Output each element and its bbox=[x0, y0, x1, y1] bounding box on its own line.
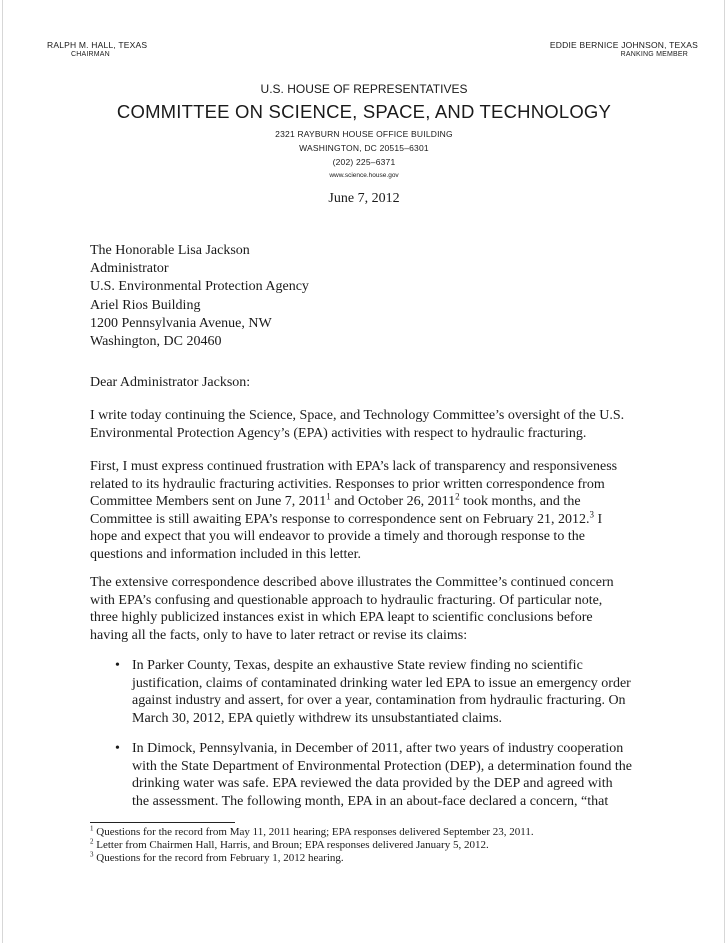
text-line: drinking water was safe. EPA reviewed the data provided by the DEP and agreed with bbox=[132, 776, 613, 792]
text-line: against industry and assert, for over a year, contamination from hydraulic fracturing. On bbox=[132, 693, 626, 709]
recipient-address bbox=[90, 242, 309, 351]
paragraph-intro bbox=[90, 407, 645, 442]
recipient-line: Washington, DC 20460 bbox=[90, 334, 222, 350]
paragraph-frustration bbox=[90, 458, 645, 564]
chairman-title: CHAIRMAN bbox=[71, 51, 110, 58]
ranking-member-title: RANKING MEMBER bbox=[620, 51, 688, 58]
text-line: with the State Department of Environmental Protection (DEP), a determination found the bbox=[132, 758, 632, 774]
text-line: having all the facts, only to have to later retract or revise its claims: bbox=[90, 627, 468, 643]
phone-number: (202) 225–6371 bbox=[332, 157, 396, 167]
paragraph-correspondence bbox=[90, 574, 645, 644]
bullet-text bbox=[132, 740, 644, 810]
text-line: hope and expect that you will endeavor to provide a timely and thorough response to the bbox=[90, 529, 585, 545]
text-line: justification, claims of contaminated drinking water led EPA to issue an emergency order bbox=[132, 675, 631, 691]
text-line: The extensive correspondence described above illustrates the Committee’s continued concern bbox=[90, 575, 614, 590]
text-line: In Dimock, Pennsylvania, in December of 2011, after two years of industry cooperation bbox=[132, 741, 624, 756]
text-line: I write today continuing the Science, Space, and Technology Committee’s oversight of the U.S. bbox=[90, 408, 625, 423]
footnote-divider bbox=[90, 822, 235, 823]
footnotes bbox=[90, 826, 534, 865]
text-line: Committee Members sent on June 7, 2011$^1$ and October 26, 2011$^2$ took months, and the bbox=[90, 491, 581, 510]
text-line: March 30, 2012, EPA quietly withdrew its unsubstantiated claims. bbox=[132, 710, 503, 726]
recipient-line: 1200 Pennsylvania Avenue, NW bbox=[90, 315, 272, 331]
bullet-icon: • bbox=[115, 658, 120, 673]
text-line: In Parker County, Texas, despite an exhaustive State review finding no scientific bbox=[132, 658, 583, 673]
text-line: related to its hydraulic fracturing activities. Responses to prior written correspondence from bbox=[90, 476, 605, 492]
footnote-ref-1: 1 bbox=[326, 491, 331, 502]
right-scan-edge bbox=[724, 0, 725, 943]
text-line: questions and information included in this letter. bbox=[90, 546, 362, 562]
footnote: $^3$ Questions for the record from February 1, 2012 hearing. bbox=[90, 850, 344, 864]
footnote: $^1$ Questions for the record from May 11, 2011 hearing; EPA responses delivered September 23, 2011. bbox=[90, 824, 534, 838]
bullet-text bbox=[132, 657, 644, 727]
footnote-ref-2: 2 bbox=[455, 491, 460, 502]
left-scan-edge bbox=[2, 0, 3, 943]
text-line: Environmental Protection Agency’s (EPA) activities with respect to hydraulic fracturing. bbox=[90, 425, 587, 441]
website: www.science.house.gov bbox=[329, 172, 399, 179]
letter-date: June 7, 2012 bbox=[328, 191, 400, 206]
ranking-member-name: EDDIE BERNICE JOHNSON, TEXAS bbox=[549, 40, 698, 50]
footnote-ref-3: 3 bbox=[589, 509, 595, 520]
house-heading: U.S. HOUSE OF REPRESENTATIVES bbox=[260, 82, 468, 96]
text-line: First, I must express continued frustration with EPA’s lack of transparency and responsiveness bbox=[90, 459, 618, 474]
city-zip: WASHINGTON, DC 20515–6301 bbox=[299, 143, 429, 153]
office-address: 2321 RAYBURN HOUSE OFFICE BUILDING bbox=[275, 129, 453, 139]
chairman-name: RALPH M. HALL, TEXAS bbox=[47, 40, 148, 50]
bullet-icon: • bbox=[115, 741, 120, 756]
text-line: three highly publicized instances exist in which EPA leapt to scientific conclusions before bbox=[90, 610, 593, 626]
salutation: Dear Administrator Jackson: bbox=[90, 375, 251, 390]
recipient-line: Administrator bbox=[90, 261, 169, 277]
footnote: $^2$ Letter from Chairmen Hall, Harris, and Broun; EPA responses delivered January 5, 2012. bbox=[90, 837, 489, 851]
recipient-line: U.S. Environmental Protection Agency bbox=[90, 279, 309, 295]
recipient-line: Ariel Rios Building bbox=[90, 297, 201, 313]
recipient-line: The Honorable Lisa Jackson bbox=[90, 243, 250, 258]
text-line: Committee is still awaiting EPA’s response to correspondence sent on February 21, 2012.$^3$ I bbox=[90, 509, 603, 527]
committee-name: COMMITTEE ON SCIENCE, SPACE, AND TECHNOLOGY bbox=[116, 101, 612, 122]
bullet-dimock bbox=[115, 740, 645, 812]
text-line: the assessment. The following month, EPA in an about-face declared a concern, “that bbox=[132, 793, 609, 809]
text-line: with EPA’s confusing and questionable approach to hydraulic fracturing. Of particular note, bbox=[90, 592, 603, 608]
bullet-parker-county bbox=[115, 657, 645, 729]
